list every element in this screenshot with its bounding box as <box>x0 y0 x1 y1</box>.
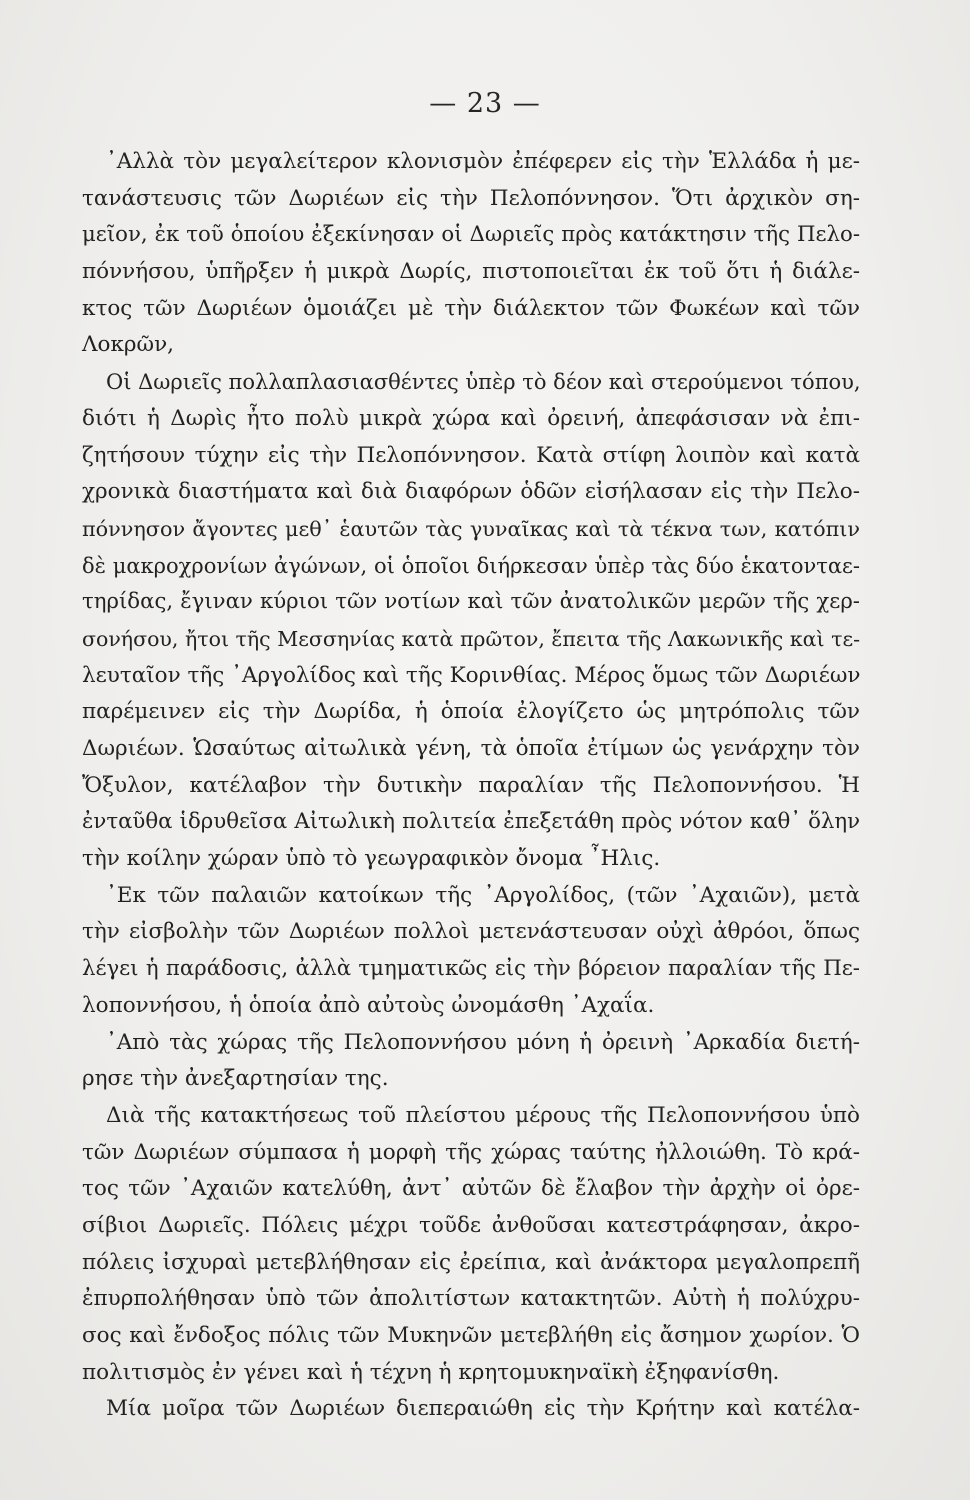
text-line: σονήσου, ἤτοι τῆς Μεσσηνίας κατὰ πρῶτον, ἔπειτα τῆς Λακωνικῆς καὶ τε- <box>82 626 860 651</box>
text-line: ᾿Εκ τῶν παλαιῶν κατοίκων τῆς ᾿Αργολίδος, (τῶν ᾿Αχαιῶν), μετὰ <box>106 882 860 908</box>
text-line: πόννησον ἄγοντες μεθ᾿ ἑαυτῶν τὰς γυναῖκας καὶ τὰ τέκνα των, κατόπιν <box>82 516 860 541</box>
text-line: τῶν Δωριέων σύμπασα ἡ μορφὴ τῆς χώρας ταύτης ἠλλοιώθη. Τὸ κρά- <box>82 1139 860 1165</box>
text-line: ἐπυρπολήθησαν ὑπὸ τῶν ἀπολιτίστων κατακτητῶν. Αὐτὴ ἡ πολύχρυ- <box>82 1286 860 1312</box>
text-line: παρέμεινεν εἰς τὴν Δωρίδα, ἡ ὁποία ἐλογίζετο ὡς μητρόπολις τῶν <box>82 699 860 725</box>
text-line: τηρίδας, ἔγιναν κύριοι τῶν νοτίων καὶ τῶν ἀνατολικῶν μερῶν τῆς χερ- <box>82 589 860 615</box>
text-line: ἐνταῦθα ἱδρυθεῖσα Αἰτωλικὴ πολιτεία ἐπεξετάθη πρὸς νότον καθ᾿ ὅλην <box>82 809 860 835</box>
text-line: μεῖον, ἐκ τοῦ ὁποίου ἐξεκίνησαν οἱ Δωριεῖς πρὸς κατάκτησιν τῆς Πελο- <box>82 222 860 248</box>
text-line: ρησε τὴν ἀνεξαρτησίαν της. <box>82 1066 389 1092</box>
text-line: Οἱ Δωριεῖς πολλαπλασιασθέντες ὑπὲρ τὸ δέον καὶ στερούμενοι τόπου, <box>106 370 861 395</box>
text-line: κτος τῶν Δωριέων ὁμοιάζει μὲ τὴν διάλεκτον τῶν Φωκέων καὶ τῶν <box>82 295 860 321</box>
text-line: Μία μοῖρα τῶν Δωριέων διεπεραιώθη εἰς τὴν Κρήτην καὶ κατέλα- <box>106 1396 860 1422</box>
text-line: χρονικὰ διαστήματα καὶ διὰ διαφόρων ὁδῶν εἰσήλασαν εἰς τὴν Πελο- <box>82 479 860 505</box>
text-line: σίβιοι Δωριεῖς. Πόλεις μέχρι τοῦδε ἀνθοῦσαι κατεστράφησαν, ἀκρο- <box>82 1212 860 1238</box>
text-line: πόννήσου, ὑπῆρξεν ἡ μικρὰ Δωρίς, πιστοποιεῖται ἐκ τοῦ ὅτι ἡ διάλε- <box>82 259 860 285</box>
text-line: λοποννήσου, ἡ ὁποία ἀπὸ αὐτοὺς ὠνομάσθη ᾿Αχαΐα. <box>82 992 655 1018</box>
text-line: πολιτισμὸς ἐν γένει καὶ ἡ τέχνη ἡ κρητομυκηναϊκὴ ἐξηφανίσθη. <box>82 1359 780 1385</box>
page-number: — 23 — <box>429 88 541 119</box>
text-line: ᾿Αλλὰ τὸν μεγαλείτερον κλονισμὸν ἐπέφερεν εἰς τὴν Ἑλλάδα ἡ με- <box>106 149 860 174</box>
text-line: Ὄξυλον, κατέλαβον τὴν δυτικὴν παραλίαν τῆς Πελοποννήσου. Ἡ <box>82 772 860 798</box>
text-line: λευταῖον τῆς ᾿Αργολίδος καὶ τῆς Κορινθίας. Μέρος ὅμως τῶν Δωριέων <box>82 662 861 688</box>
text-line: τος τῶν ᾿Αχαιῶν κατελύθη, ἀντ᾿ αὐτῶν δὲ ἔλαβον τὴν ἀρχὴν οἱ ὀρε- <box>82 1176 860 1202</box>
text-line: τὴν εἰσβολὴν τῶν Δωριέων πολλοὶ μετενάστευσαν οὐχὶ ἀθρόοι, ὅπως <box>82 919 860 945</box>
text-line: ᾿Απὸ τὰς χώρας τῆς Πελοποννήσου μόνη ἡ ὀρεινὴ ᾿Αρκαδία διετή- <box>106 1029 860 1055</box>
text-line: δὲ μακροχρονίων ἀγώνων, οἱ ὁποῖοι διήρκεσαν ὑπὲρ τὰς δύο ἑκατονταε- <box>82 553 860 578</box>
text-line: λέγει ἡ παράδοσις, ἀλλὰ τμηματικῶς εἰς τὴν βόρειον παραλίαν τῆς Πε- <box>82 956 860 982</box>
text-line: τὴν κοίλην χώραν ὑπὸ τὸ γεωγραφικὸν ὄνομα ῏Ηλις. <box>82 846 661 872</box>
text-line: Λοκρῶν, <box>82 332 174 358</box>
text-line: διότι ἡ Δωρὶς ἦτο πολὺ μικρὰ χώρα καὶ ὀρεινή, ἀπεφάσισαν νὰ ἐπι- <box>82 405 860 431</box>
body-text <box>82 144 860 1428</box>
text-line: Διὰ τῆς κατακτήσεως τοῦ πλείστου μέρους τῆς Πελοποννήσου ὑπὸ <box>106 1102 860 1128</box>
text-line: σος καὶ ἔνδοξος πόλις τῶν Μυκηνῶν μετεβλήθη εἰς ἄσημον χωρίον. Ὁ <box>82 1323 860 1348</box>
text-line: πόλεις ἰσχυραὶ μετεβλήθησαν εἰς ἐρείπια, καὶ ἀνάκτορα μεγαλοπρεπῆ <box>82 1249 860 1275</box>
text-line: τανάστευσις τῶν Δωριέων εἰς τὴν Πελοπόννησον. Ὅτι ἀρχικὸν ση- <box>82 185 860 211</box>
text-line: Δωριέων. Ὡσαύτως αἰτωλικὰ γένη, τὰ ὁποῖα ἐτίμων ὡς γενάρχην τὸν <box>82 736 860 761</box>
text-line: ζητήσουν τύχην εἰς τὴν Πελοπόννησον. Κατὰ στίφη λοιπὸν καὶ κατὰ <box>82 442 860 468</box>
